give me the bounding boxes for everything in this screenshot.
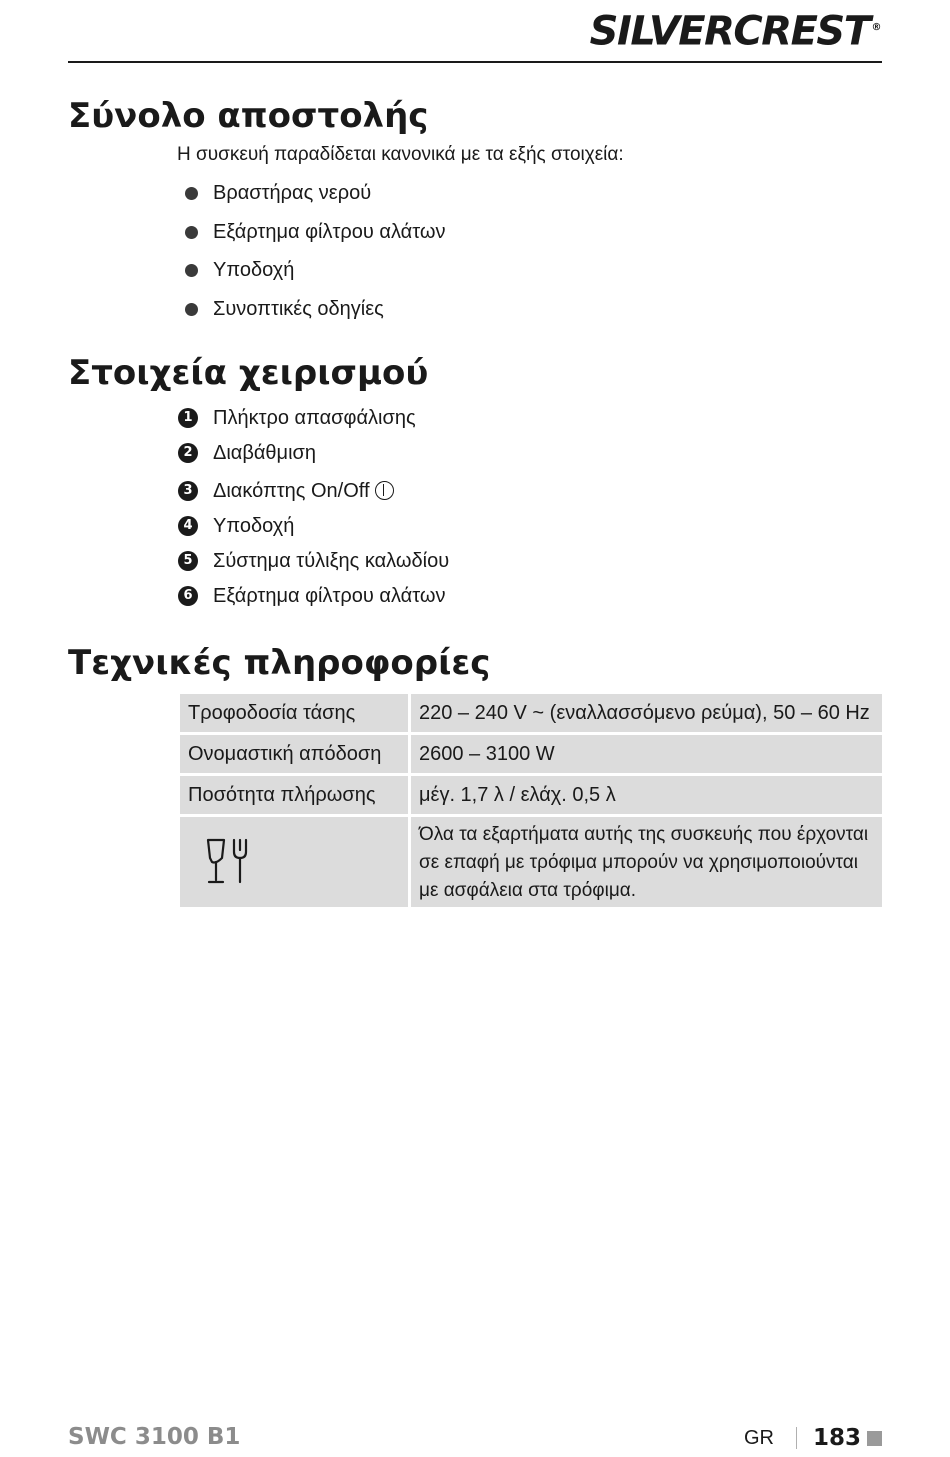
page-number: 183 bbox=[812, 1425, 861, 1451]
list-item: Συνοπτικές οδηγίες bbox=[185, 296, 445, 335]
table-cell-value: μέγ. 1,7 λ / ελάχ. 0,5 λ bbox=[411, 776, 882, 814]
section-title-technical: Τεχνικές πληροφορίες bbox=[68, 643, 491, 683]
number-badge: 4 bbox=[178, 516, 198, 536]
number-badge: 5 bbox=[178, 551, 198, 571]
table-cell-label: Ποσότητα πλήρωσης bbox=[180, 776, 408, 814]
table-cell-icon bbox=[180, 817, 408, 907]
page-footer bbox=[744, 1423, 882, 1453]
list-item: 6 Εξάρτημα φίλτρου αλάτων bbox=[178, 583, 449, 618]
section-title-delivery: Σύνολο αποστολής bbox=[68, 96, 429, 136]
list-item: 1 Πλήκτρο απασφάλισης bbox=[178, 405, 449, 440]
list-item: 4 Υποδοχή bbox=[178, 513, 449, 548]
number-badge: 1 bbox=[178, 408, 198, 428]
table-cell-label: Ονομαστική απόδοση bbox=[180, 735, 408, 773]
brand-logo: SILVERCREST ® bbox=[589, 8, 880, 55]
language-code: GR bbox=[743, 1426, 774, 1449]
table-cell-value: Όλα τα εξαρτήματα αυτής της συσκευής που έρχονται σε επαφή με τρόφιμα μπορούν να χρησιμοποιούνται με ασφάλεια στα τρόφιμα. bbox=[411, 817, 882, 907]
technical-table bbox=[177, 691, 885, 910]
table-row bbox=[180, 694, 882, 732]
bullet-icon bbox=[185, 187, 198, 200]
power-icon bbox=[375, 481, 394, 500]
header-rule bbox=[68, 61, 882, 63]
table-row bbox=[180, 735, 882, 773]
list-item: Βραστήρας νερού bbox=[185, 180, 445, 219]
delivery-list bbox=[185, 180, 445, 334]
list-item: 5 Σύστημα τύλιξης καλωδίου bbox=[178, 548, 449, 583]
table-row bbox=[180, 817, 882, 907]
controls-list bbox=[178, 405, 449, 618]
list-item: Εξάρτημα φίλτρου αλάτων bbox=[185, 219, 445, 258]
table-cell-label: Τροφοδοσία τάσης bbox=[180, 694, 408, 732]
list-item: Υποδοχή bbox=[185, 257, 445, 296]
bullet-icon bbox=[185, 264, 198, 277]
list-item: 2 Διαβάθμιση bbox=[178, 440, 449, 478]
table-row bbox=[180, 776, 882, 814]
section-title-controls: Στοιχεία χειρισμού bbox=[68, 353, 429, 393]
food-safe-icon bbox=[204, 836, 252, 888]
number-badge: 2 bbox=[178, 443, 198, 463]
list-item: 3 Διακόπτης On/Off bbox=[178, 478, 449, 513]
model-number: SWC 3100 B1 bbox=[68, 1424, 241, 1450]
number-badge: 3 bbox=[178, 481, 198, 501]
number-badge: 6 bbox=[178, 586, 198, 606]
square-marker-icon bbox=[867, 1431, 882, 1446]
bullet-icon bbox=[185, 226, 198, 239]
delivery-intro: Η συσκευή παραδίδεται κανονικά με τα εξής στοιχεία: bbox=[177, 144, 624, 165]
divider bbox=[796, 1427, 797, 1449]
table-cell-value: 2600 – 3100 W bbox=[411, 735, 882, 773]
table-cell-value: 220 – 240 V ~ (εναλλασσόμενο ρεύμα), 50 – 60 Hz bbox=[411, 694, 882, 732]
bullet-icon bbox=[185, 303, 198, 316]
